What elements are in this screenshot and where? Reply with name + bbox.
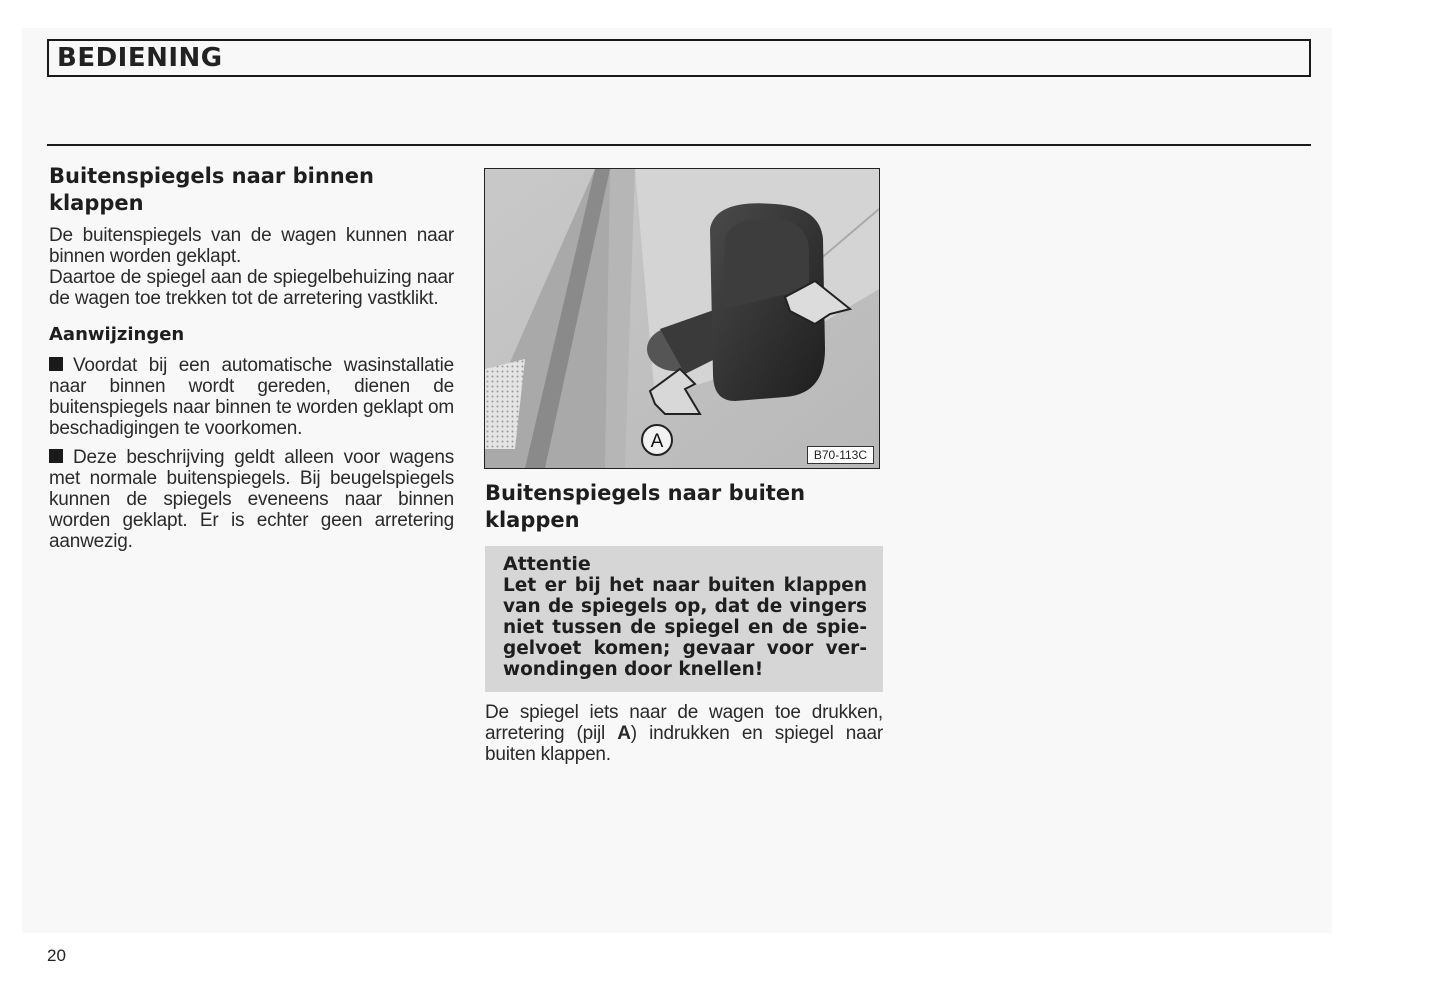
note-text: Voordat bij een automatische wasinstallatie naar binnen wordt gereden, dienen de buitenspiegels naar binnen te worden geklapt om beschadigingen te voorkomen. (49, 355, 454, 439)
paragraph-instruction: Daartoe de spiegel aan de spiegelbehuizing naar de wagen toe trekken tot de arretering vastklikt. (49, 267, 454, 309)
heading-fold-in: Buitenspiegels naar binnen klappen (49, 164, 374, 215)
right-column (485, 480, 883, 534)
note-item (49, 355, 454, 439)
bullet-square-icon (49, 357, 63, 371)
mirror-drawing (485, 169, 879, 468)
arrow-reference: A (617, 723, 631, 744)
notes-heading: Aanwijzingen (49, 324, 185, 345)
heading-fold-out: Buitenspiegels naar buiten klappen (485, 481, 806, 532)
note-text: Deze beschrijving geldt alleen voor wagens met normale buitenspiegels. Bij beugelspiegels kunnen de spiegels eveneens naar binnen worden geklapt. Er is echter geen arretering aanwezig. (49, 447, 454, 552)
attention-title: Attentie (503, 553, 591, 575)
note-item (49, 447, 454, 552)
mirror-illustration (484, 168, 880, 469)
attention-text: Let er bij het naar buiten klappen van de spiegels op, dat de vingers niet tussen de spiegel en de spiegelvoet komen; gevaar voor verwondingen door knellen! (503, 575, 867, 680)
page-number: 20 (47, 946, 66, 965)
paragraph-fold-out-text (485, 702, 883, 765)
paragraph-fold-out (485, 702, 883, 765)
callout-label: A (650, 431, 664, 452)
left-column (49, 163, 454, 552)
paragraph-part: ) indrukken en spiegel naar buiten klappen. (485, 723, 884, 765)
figure-code: B70-113C (807, 446, 874, 464)
horizontal-rule (47, 144, 1311, 146)
bullet-square-icon (49, 449, 63, 463)
paragraph-part: De spiegel iets naar de wagen toe drukken, arretering (pijl (485, 702, 883, 744)
section-header (47, 39, 1311, 77)
attention-box (485, 546, 883, 692)
section-title: BEDIENING (57, 43, 223, 73)
paragraph-intro: De buitenspiegels van de wagen kunnen naar binnen worden geklapt. (49, 225, 454, 267)
